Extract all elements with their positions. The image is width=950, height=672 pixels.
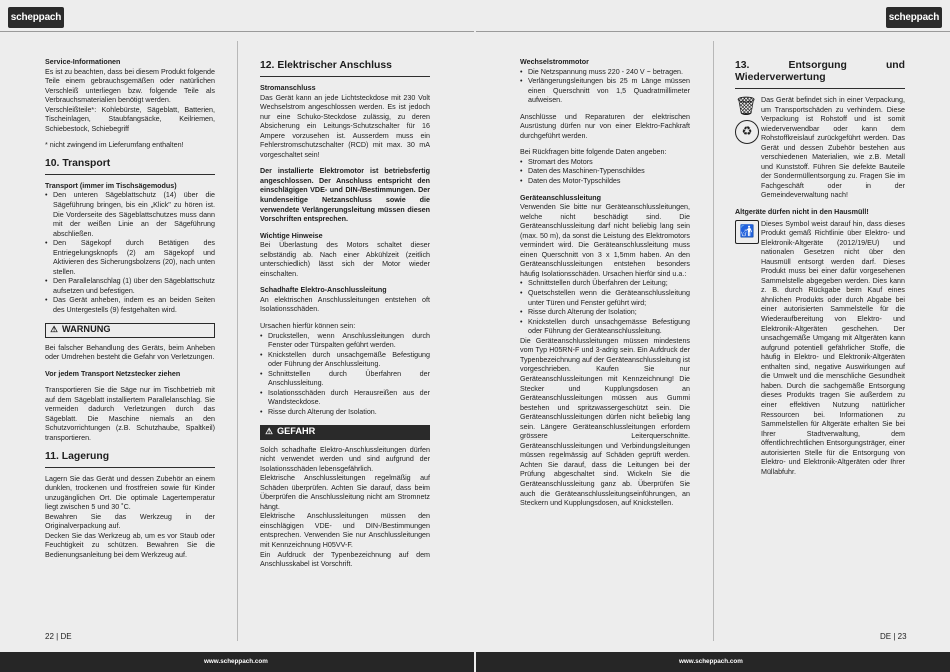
weee-text: Dieses Symbol weist darauf hin, dass dieses Produkt gemäß Richtlinie über Elektro- und Elektronik-Altgeräte (2012/19/EU) und nationalen Gesetzen nicht über den Hausmüll entsorgt werden darf. Dieses Produkt muss bei einer dafür vorgesehenen Sammelstelle abgegeben werden. Dies kann z. B. durch Rückgabe beim Kauf eines ähnlichen Produkts oder durch Abgabe bei einer autorisierten Sammelstelle für die Wiederaufbereitung von Elektro- und Elektronik-Altgeräten geschehen. Der unsachgemäße Umgang mit Altgeräten kann aufgrund potentiell gefährlicher Stoffe, die häufig in Elektro- und Elektronik-Altgeräten enthalten sind, negative Auswirkungen auf die Umwelt und die menschliche Gesundheit haben. Durch die sachgemäße Entsorgung dieses Produkts tragen Sie außerdem zu einer effektiven Nutzung natürlicher Ressourcen bei. Informationen zu Sammelstellen für Altgeräte erhalten Sie bei Ihrer Stadtverwaltung, dem öffentlichrechtlichen Entsorgungsträger, einer autorisierten Stelle für die Entsorgung von Elektro- und Elektronik-Altgeräten oder Ihrer Müllabfuhr.: [761, 219, 905, 476]
section-title-disposal: 13. Entsorgung und Wiederverwertung: [735, 60, 905, 89]
query-list: [520, 158, 690, 187]
list-item: • Schnittstellen durch Überfahren der Leitung;: [528, 279, 690, 289]
list-item: • Den Parallelanschlag (1) über den Sägeblattschutz aufsetzen und befestigen.: [53, 277, 215, 296]
page-number: 23: [897, 632, 907, 641]
query-intro: Bei Rückfragen bitte folgende Daten angeben:: [520, 148, 667, 157]
footer-left: [0, 652, 474, 672]
recycle-icons: [735, 96, 761, 208]
right-page: [476, 0, 950, 665]
ac-list: [520, 68, 690, 106]
footnote: * nicht zwingend im Lieferumfang enthalten!: [45, 141, 184, 150]
footer-url[interactable]: www.scheppach.com: [204, 658, 268, 665]
page-language: DE: [880, 632, 892, 641]
brand-logo: scheppach: [886, 7, 942, 28]
column-3: [520, 58, 690, 516]
damage-text: An elektrischen Anschlussleitungen entstehen oft Isolationsschäden.: [260, 295, 430, 314]
list-item: • Knickstellen durch unsachgemässe Befestigung oder Führung der Geräteanschlussleitung.: [528, 318, 690, 337]
power-title: Stromanschluss: [260, 84, 316, 92]
recycle-block: [735, 96, 905, 208]
column-4: [735, 58, 905, 484]
causes-intro: Ursachen hierfür können sein:: [260, 322, 356, 331]
footer-url[interactable]: www.scheppach.com: [679, 658, 743, 665]
wear-text: Kohlebürste, Sägeblatt, Batterien, Tischeinlagen, Staubfangsäcke, Keilriemen, Schiebestock, Schiebegriff: [45, 105, 215, 133]
page-language: DE: [60, 632, 72, 641]
section-title-storage: 11. Lagerung: [45, 451, 215, 468]
danger-text-1: Solch schadhafte Elektro-Anschlussleitungen dürfen nicht verwendet werden und sind aufgrund der Isolationsschäden lebensgefährlich.: [260, 445, 430, 473]
storage-text-1: Lagern Sie das Gerät und dessen Zubehör an einem dunklen, trockenen und frostfreien sowie für Kinder unzugänglichen Ort. Die optimale Lagertemperatur liegt zwischen 5 und 30 ˚C.: [45, 474, 215, 512]
list-item: • Risse durch Alterung der Isolation;: [528, 308, 690, 318]
list-item: • Den unteren Sägeblattschutz (14) über die Sägeführung bringen, bis ein „Klick" zu hören ist. Die Vorderseite des Sägeblattschutzes muss dann mit der weißen Linie an der Sägeführung abschließen.: [53, 191, 215, 239]
wear-label: Verschleißteile*:: [45, 105, 97, 114]
weee-icons: [735, 220, 761, 485]
list-item: • Quetschstellen wenn die Geräteanschlussleitung unter Türen und Fenster geführt wird;: [528, 289, 690, 308]
page-number-left: 22 | DE: [45, 632, 72, 641]
cable-text: Verwenden Sie bitte nur Geräteanschlussleitungen, welche nicht beschädigt sind. Die Geräteanschlussleitung darf nicht beliebig lang sein (max. 50 m), da sonst die Leistung des Elektromotors vermindert wird. Die Geräteanschlussleitung muss einen Querschnitt von 3 x 1,5mm haben. An den Geräteanschlussleitungen entstehen besonders häufig Isolationsschäden. Ursachen hierfür sind u.a.:: [520, 203, 690, 278]
cable-list: [520, 279, 690, 336]
warning-box: [45, 323, 215, 338]
footer-right: [476, 652, 950, 672]
danger-label: GEFAHR: [277, 426, 316, 437]
column-divider: [713, 41, 714, 641]
list-item: • Knickstellen durch unsachgemäße Befestigung oder Führung der Anschlussleitung.: [268, 351, 430, 370]
power-text: Das Gerät kann an jede Lichtsteckdose mit 230 Volt Wechselstrom angeschlossen werden. Es ist jedoch nur eine Schuko-Steckdose zulässig, zu deren Absicherung ein Leitungs-Schutzschalter für 16 Ampere vorzusehen ist. Ausserdem muss ein Fehlerstromschutzschalter (RCD) mit max. 30 mA vorgeschaltet sein!: [260, 93, 430, 159]
section-title-transport: 10. Transport: [45, 158, 215, 175]
crossed-out-bin-icon: 🚮: [735, 220, 759, 244]
list-item: • Daten des Motor-Typschildes: [528, 177, 690, 187]
weee-title: Altgeräte dürfen nicht in den Hausmüll!: [735, 208, 869, 217]
danger-text-3: Elektrische Anschlussleitungen müssen den einschlägigen VDE- und DIN-/Bestimmungen entsprechen. Verwenden Sie nur Anschlussleitungen mit Kennzeichnung H05VV-F.: [260, 512, 430, 549]
plug-title: Vor jedem Transport Netzstecker ziehen: [45, 369, 181, 378]
transport-paragraph: Transportieren Sie die Säge nur im Tischbetrieb mit auf dem Sägeblatt installiertem Parallelanschlag. Sie vermeiden dadurch Verletzungen durch das Sägeblatt. Die Maschine niemals an den Schutzvorrichtungen (z.B. Schutzhaube, Spaltkeil) transportieren.: [45, 386, 215, 442]
page-number: 22: [45, 632, 54, 641]
left-page: [0, 0, 474, 665]
page-number-right: DE | 23: [880, 632, 907, 641]
cable-title: Geräteanschlussleitung: [520, 193, 601, 202]
causes-list: [260, 332, 430, 418]
damage-title: Schadhafte Elektro-Anschlussleitung: [260, 286, 387, 295]
header-rule: [0, 31, 474, 32]
weee-block: [735, 220, 905, 485]
notes-title: Wichtige Hinweise: [260, 231, 323, 240]
recycle-text: Das Gerät befindet sich in einer Verpackung, um Transportschäden zu verhindern. Diese Verpackung ist Rohstoff und ist somit wiederverwendbar oder kann dem Rohstoffkreislauf zurückgeführt werden. Das Gerät und dessen Zubehör bestehen aus verschiedenen Materialien, wie z.B. Metall und Kunststoff. Führen Sie defekte Bauteile der Sondermüllentsorgung zu. Fragen Sie im Fachgeschäft oder in der Gemeindeverwaltung nach!: [761, 96, 905, 200]
litter-bin-icon: 🗑: [734, 96, 758, 117]
cable-text-2: Die Geräteanschlussleitungen müssen mindestens vom Typ H05RN-F und 3-adrig sein. Ein Aufdruck der Typenbezeichnung auf der Geräteanschlussleitung ist vorgeschrieben. Kaufen Sie nur Geräteanschlussleitungen mit Kennzeichnung! Die Stecker und Kupplungsdosen an Geräteanschlussleitungen müssen aus Gummi bestehen und spritzwassergeschützt sein. Die Geräteanschlussleitungen dürfen nicht beliebig lang sein. Längere Geräteanschlussleitungen erfordern grössere Leiterquerschnitte. Geräteanschlussleitungen und Verbindungsleitungen müssen regelmässig auf Schäden geprüft werden. Achten Sie darauf, dass die Leitungen bei der Prüfung abgeschaltet sind. Wickeln Sie die Geräteanschlussleitung ganz ab. Überprüfen Sie auch die Geräteanschlussleitungseinführungen, an Steckern und Kupplungsdosen, auf Knickstellen.: [520, 336, 690, 508]
installed-motor-text: Der installierte Elektromotor ist betriebsfertig angeschlossen. Der Anschluss entspricht den einschlägigen VDE- und DIN-/Bestimmungen. Der kundenseitige Netzanschluss sowie die verwendete Verlängerungsleitung müssen diesen Vorschriften entsprechen.: [260, 167, 430, 224]
warning-icon: ⚠: [50, 324, 58, 335]
danger-box: [260, 425, 430, 440]
section-title-electrical: 12. Elektrischer Anschluss: [260, 60, 430, 77]
header-rule: [476, 31, 950, 32]
list-item: • Das Gerät anheben, indem es an beiden Seiten des Untergestells (9) festgehalten wird.: [53, 296, 215, 315]
list-item: • Die Netzspannung muss 220 - 240 V ~ betragen.: [528, 68, 690, 78]
repair-text: Anschlüsse und Reparaturen der elektrischen Ausrüstung dürfen nur von einer Elektro-Fachkraft durchgeführt werden.: [520, 112, 690, 140]
brand-logo: scheppach: [8, 7, 64, 28]
list-item: • Den Sägekopf durch Betätigen des Entriegelungsknopfs (2) am Sägekopf und Aktivieren des Sicherungsbolzens (20), nach unten stellen.: [53, 239, 215, 277]
danger-text-4: Ein Aufdruck der Typenbezeichnung auf dem Anschlusskabel ist Vorschrift.: [260, 550, 430, 569]
list-item: • Schnittstellen durch Überfahren der Anschlussleitung.: [268, 370, 430, 389]
ac-motor-title: Wechselstrommotor: [520, 58, 589, 66]
service-title: Service-Informationen: [45, 58, 121, 66]
list-item: • Isolationsschäden durch Herausreißen aus der Wandsteckdose.: [268, 389, 430, 408]
column-divider: [237, 41, 238, 641]
storage-text-2: Bewahren Sie das Werkzeug in der Originalverpackung auf.: [45, 512, 215, 531]
service-text: Es ist zu beachten, dass bei diesem Produkt folgende Teile einem gebrauchsgemäßen oder natürlichen Verschleiß unterliegen bzw. folgende Teile als Verbrauchsmaterialien benötigt werden.: [45, 67, 215, 105]
list-item: • Daten des Maschinen-Typenschildes: [528, 167, 690, 177]
list-item: • Druckstellen, wenn Anschlussleitungen durch Fenster oder Türspalten geführt werden.: [268, 332, 430, 351]
list-item: • Risse durch Alterung der Isolation.: [268, 408, 430, 418]
danger-icon: ⚠: [265, 426, 273, 437]
recycling-icon: ♻: [735, 120, 759, 144]
column-1: [45, 58, 215, 560]
warning-label: WARNUNG: [62, 324, 111, 335]
transport-list: [45, 191, 215, 315]
danger-text-2: Elektrische Anschlussleitungen regelmäßig auf Schäden überprüfen. Achten Sie darauf, dass beim Überprüfen die Anschlussleitung nicht am Stromnetz hängt.: [260, 474, 430, 511]
list-item: • Verlängerungsleitungen bis 25 m Länge müssen einen Querschnitt von 1,5 Quadratmillimeter aufweisen.: [528, 77, 690, 106]
list-item: • Stromart des Motors: [528, 158, 690, 168]
notes-text: Bei Überlastung des Motors schaltet dieser selbständig ab. Nach einer Abkühlzeit (zeitlich unterschiedlich) lässt sich der Motor wieder einschalten.: [260, 241, 430, 278]
storage-text-3: Decken Sie das Werkzeug ab, um es vor Staub oder Feuchtigkeit zu schützen. Bewahren Sie die Bedienungsanleitung bei dem Werkzeug auf.: [45, 531, 215, 559]
column-2: [260, 58, 430, 570]
warning-text: Bei falscher Behandlung des Geräts, beim Anheben oder Umdrehen besteht die Gefahr von Verletzungen.: [45, 343, 215, 362]
transport-subtitle: Transport (immer im Tischsägemodus): [45, 181, 177, 190]
